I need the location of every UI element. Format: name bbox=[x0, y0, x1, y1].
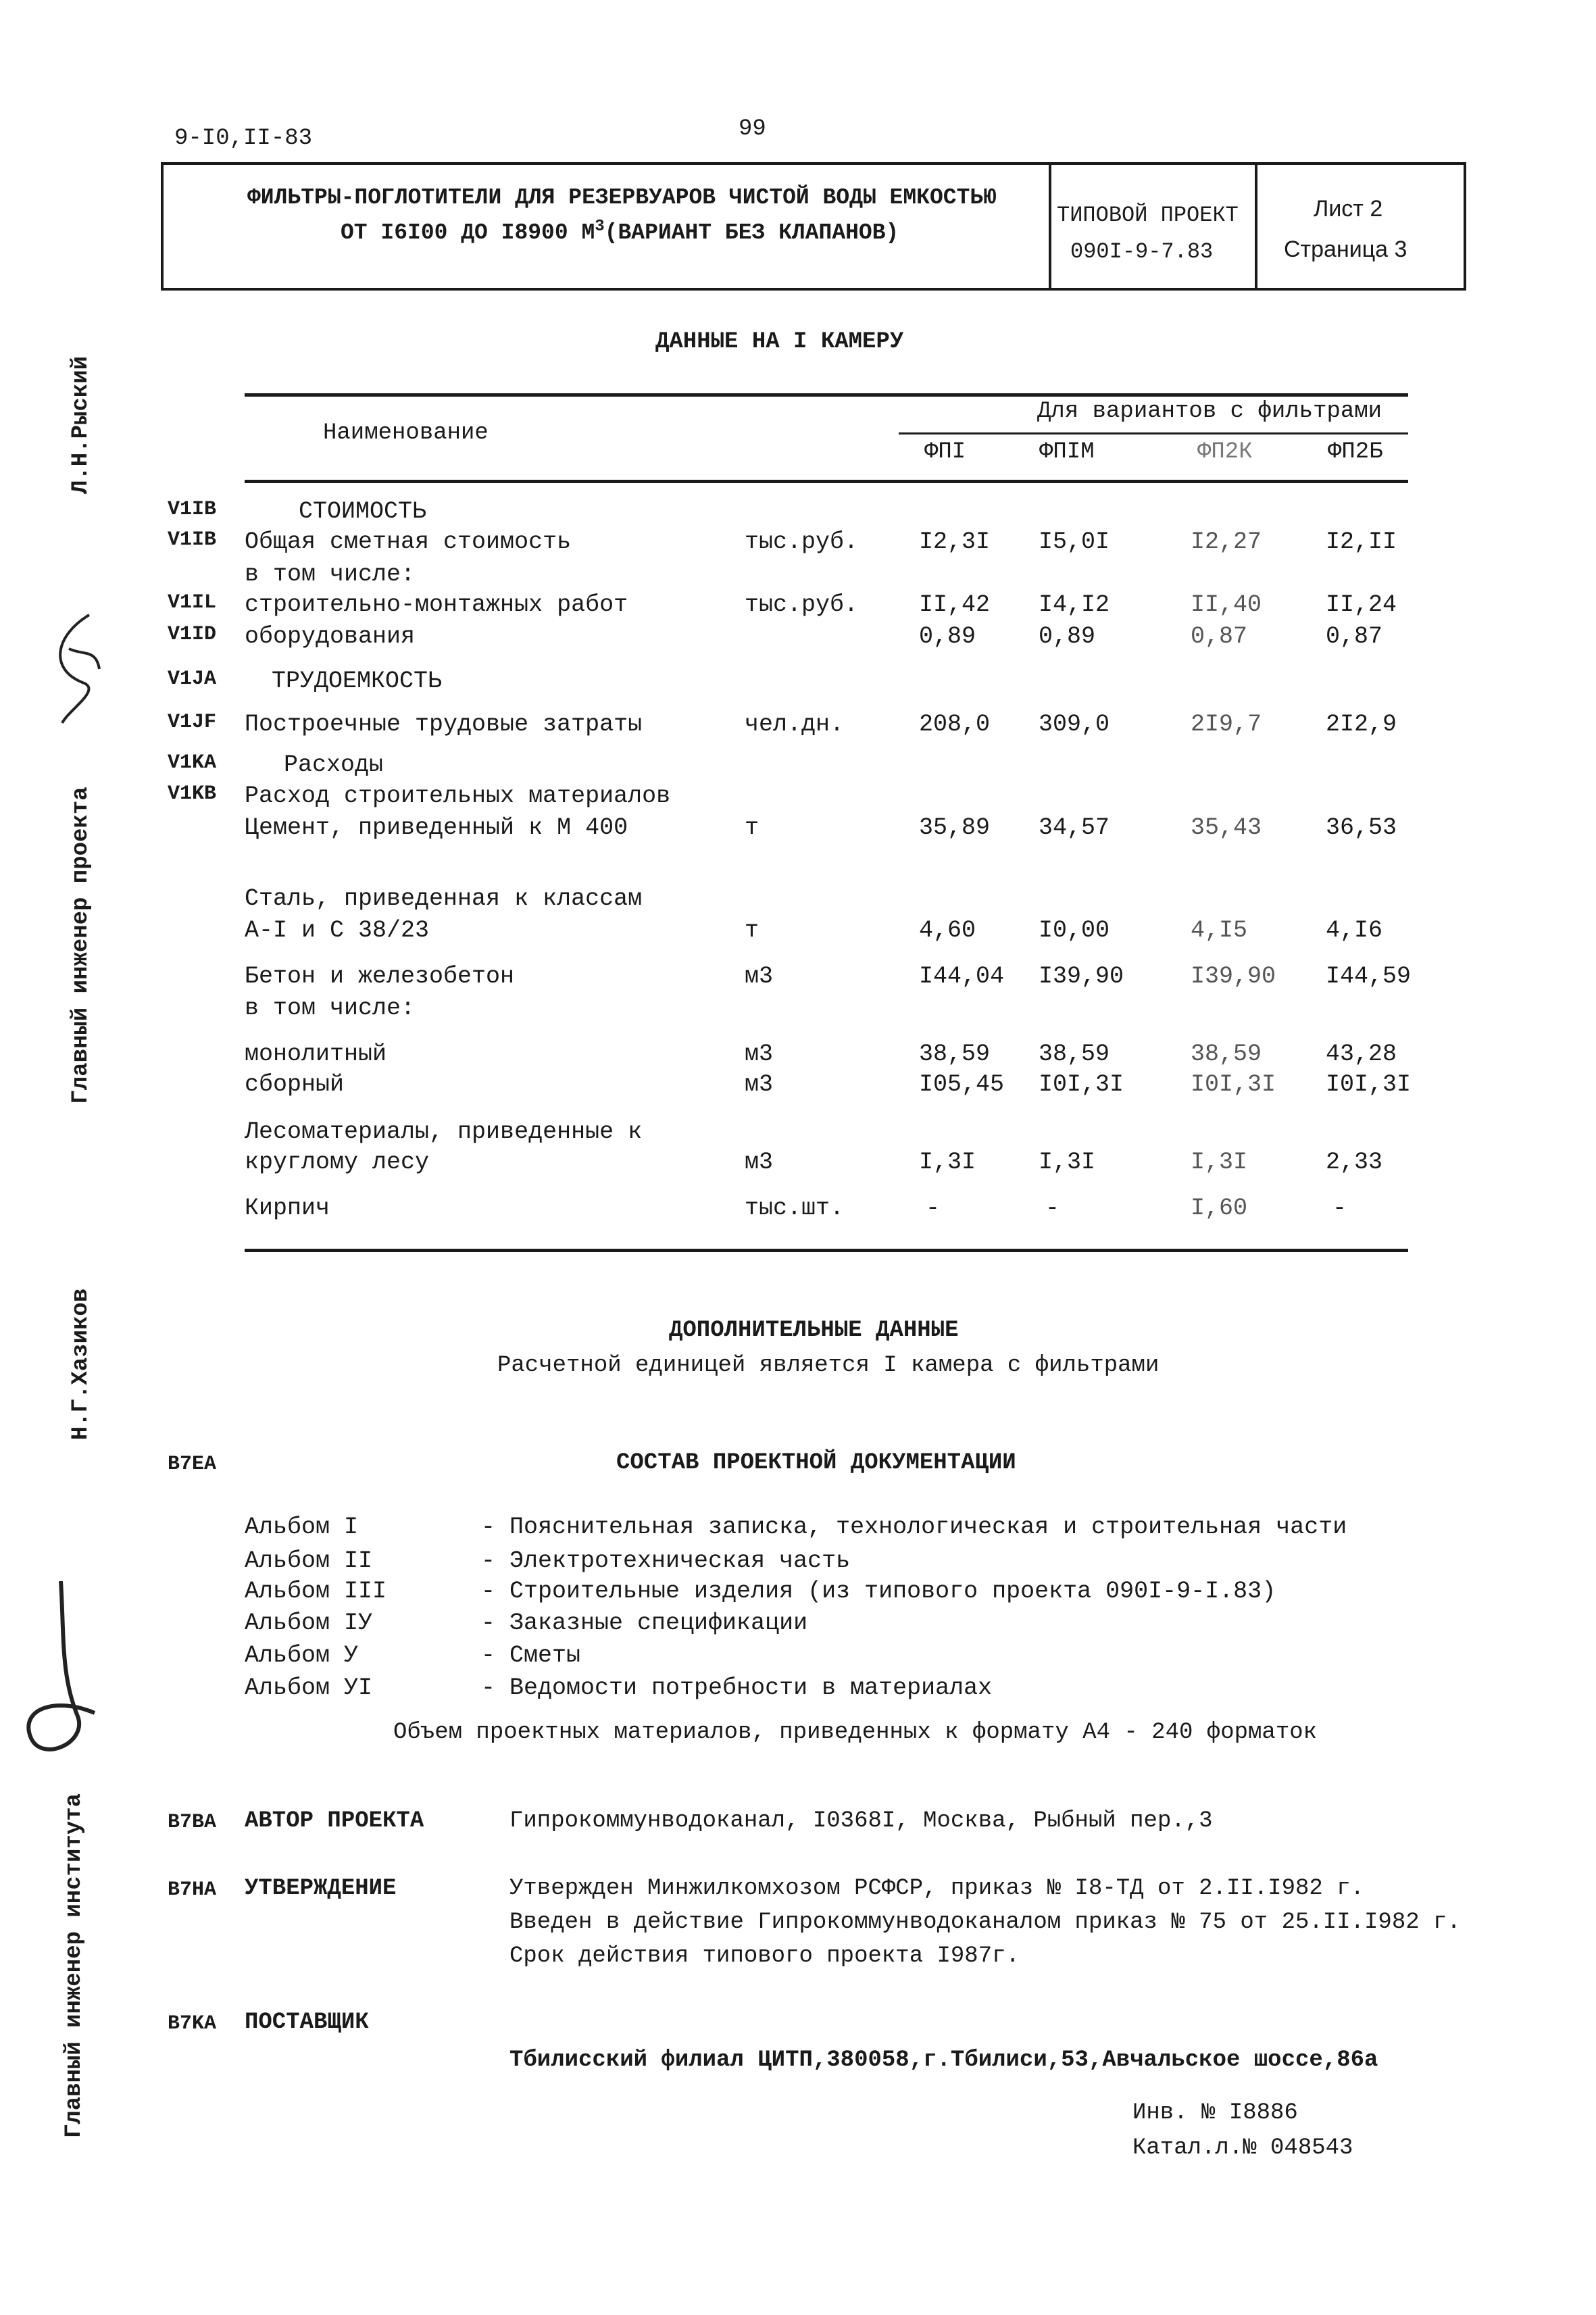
list-item: Альбом II - Электротехническая часть bbox=[245, 1547, 851, 1574]
table-row: в том числе: bbox=[245, 995, 416, 1022]
composition-title: СОСТАВ ПРОЕКТНОЙ ДОКУМЕНТАЦИИ bbox=[616, 1450, 1016, 1476]
table-row: Сталь, приведенная к классам bbox=[245, 885, 643, 912]
approval-line1: Утвержден Минжилкомхозом РСФСР, приказ № I8-ТД от 2.II.I982 г. bbox=[509, 1876, 1365, 1901]
sidebar-role-1: Главный инженер проекта bbox=[68, 787, 94, 1104]
table-row: монолитный м3 38,59 38,59 38,59 43,28 bbox=[245, 1041, 1397, 1068]
project-code: 090I-9-7.83 bbox=[1070, 239, 1214, 264]
table-header-rule bbox=[245, 480, 1408, 483]
author-text: Гипрокоммунводоканал, I0368I, Москва, Рыбный пер.,3 bbox=[509, 1808, 1213, 1834]
page-label: Страница 3 bbox=[1284, 237, 1407, 262]
document-title-line1: ФИЛЬТРЫ-ПОГЛОТИТЕЛИ ДЛЯ РЕЗЕРВУАРОВ ЧИСТОЙ ВОДЫ ЕМКОСТЬЮ bbox=[247, 185, 997, 210]
variant-header-fp1m: ФПIМ bbox=[1039, 439, 1095, 465]
list-item: Альбом IУ - Заказные спецификации bbox=[245, 1610, 808, 1637]
table-row: V1IL строительно-монтажных работ тыс.руб. II,42 I4,I2 II,40 II,24 bbox=[168, 591, 1397, 618]
list-item: Альбом У - Сметы bbox=[245, 1642, 581, 1669]
approval-line3: Срок действия типового проекта I987г. bbox=[509, 1943, 1020, 1969]
table-row: Цемент, приведенный к М 400 т 35,89 34,57 35,43 36,53 bbox=[245, 814, 1397, 841]
approval-code: B7HA bbox=[168, 1878, 217, 1901]
table-row: Кирпич тыс.шт. - - I,60 - bbox=[245, 1195, 1347, 1222]
table-row: А-I и С 38/23 т 4,60 I0,00 4,I5 4,I6 bbox=[245, 917, 1383, 944]
page-number: 99 bbox=[739, 116, 766, 142]
approval-line2: Введен в действие Гипрокоммунводоканалом приказ № 75 от 25.II.I982 г. bbox=[509, 1910, 1461, 1935]
document-title-line2: ОТ I6I00 ДО I8900 $М^3(ВАРИАНТ$ БЕЗ КЛАПАНОВ) bbox=[341, 218, 899, 245]
table-heading: ДАННЫЕ НА I КАМЕРУ bbox=[655, 329, 904, 355]
table-row: Бетон и железобетон м3 I44,04 I39,90 I39,90 I44,59 bbox=[245, 963, 1412, 990]
table-bottom-rule bbox=[245, 1249, 1408, 1252]
author-label: АВТОР ПРОЕКТА bbox=[245, 1808, 424, 1834]
table-row: V1IB СТОИМОСТЬ bbox=[168, 498, 427, 525]
catalog-number: Катал.л.№ 048543 bbox=[1132, 2135, 1353, 2161]
table-row: V1ID оборудования 0,89 0,89 0,87 0,87 bbox=[168, 623, 1383, 650]
table-row: V1JA ТРУДОЕМКОСТЬ bbox=[168, 668, 443, 695]
variant-header-fp2b: ФП2Б bbox=[1328, 439, 1383, 465]
variants-rule bbox=[899, 432, 1408, 434]
sheet-label: Лист 2 bbox=[1314, 196, 1383, 222]
project-label: ТИПОВОЙ ПРОЕКТ bbox=[1057, 203, 1239, 228]
variant-header-fp1: ФПI bbox=[924, 439, 966, 465]
composition-code: B7EA bbox=[168, 1453, 217, 1476]
variant-header-fp2k: ФП2К bbox=[1197, 439, 1253, 465]
column-header-variants: Для вариантов с фильтрами bbox=[1037, 399, 1382, 424]
inventory-number: Инв. № I8886 bbox=[1132, 2100, 1298, 2126]
column-header-name: Наименование bbox=[323, 420, 489, 446]
list-item: Альбом I - Пояснительная записка, технологическая и строительная части bbox=[245, 1514, 1347, 1541]
table-row: Лесоматериалы, приведенные к bbox=[245, 1118, 643, 1145]
sidebar-name-1: Л.Н.Рыский bbox=[68, 355, 94, 495]
table-row: V1KB Расход строительных материалов bbox=[168, 782, 671, 810]
supplier-code: B7KA bbox=[168, 2012, 217, 2035]
table-row: V1IB Общая сметная стоимость тыс.руб. I2,3I I5,0I I2,27 I2,II bbox=[168, 528, 1397, 555]
additional-title: ДОПОЛНИТЕЛЬНЫЕ ДАННЫЕ bbox=[669, 1318, 959, 1343]
supplier-label: ПОСТАВЩИК bbox=[245, 2010, 369, 2035]
list-item: Альбом УI - Ведомости потребности в материалах bbox=[245, 1674, 993, 1701]
sidebar-name-2: Н.Г.Хазиков bbox=[68, 1288, 94, 1441]
table-row: V1KA Расходы bbox=[168, 751, 384, 778]
approval-label: УТВЕРЖДЕНИЕ bbox=[245, 1876, 397, 1901]
volume-text: Объем проектных материалов, приведенных к формату А4 - 240 форматок bbox=[393, 1720, 1318, 1745]
series-number: 9-I0,II-83 bbox=[174, 126, 313, 151]
table-row: в том числе: bbox=[245, 561, 416, 588]
table-row: круглому лесу м3 I,3I I,3I I,3I 2,33 bbox=[245, 1149, 1383, 1176]
author-code: B7BA bbox=[168, 1811, 217, 1834]
supplier-text: Тбилисский филиал ЦИТП,380058,г.Тбилиси,53,Авчальское шоссе,86а bbox=[509, 2047, 1378, 2073]
table-row: V1JF Построечные трудовые затраты чел.дн. 208,0 309,0 2I9,7 2I2,9 bbox=[168, 711, 1397, 738]
table-top-rule bbox=[245, 393, 1408, 397]
additional-text: Расчетной единицей является I камера с фильтрами bbox=[497, 1353, 1159, 1378]
sidebar-role-2: Главный инженер института bbox=[61, 1793, 87, 2139]
table-row: сборный м3 I05,45 I0I,3I I0I,3I I0I,3I bbox=[245, 1071, 1412, 1098]
title-block bbox=[161, 162, 1466, 291]
list-item: Альбом III - Строительные изделия (из типового проекта 090I-9-I.83) bbox=[245, 1578, 1276, 1605]
